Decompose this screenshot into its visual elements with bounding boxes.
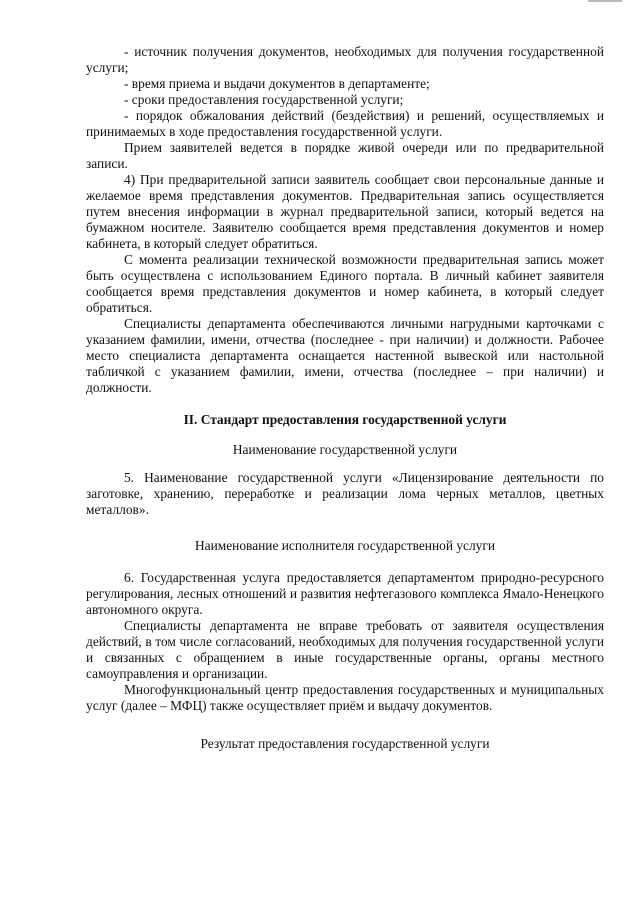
paragraph-unified-portal: С момента реализации технической возможности предварительная запись может быть осуществлена с использованием Единого портала. В личный кабинет заявителя сообщается время представления документов и номер кабинета, в который следует обратиться. (86, 252, 604, 315)
list-item-reception-time: - время приема и выдачи документов в департаменте; (124, 76, 430, 91)
subsection-title-service-result: Результат предоставления государственной услуги (200, 736, 490, 751)
paragraph-mfc: Многофункциональный центр предоставления государственных и муниципальных услуг (далее – МФЦ) также осуществляет приём и выдачу документов. (86, 682, 604, 713)
paragraph-service-name: 5. Наименование государственной услуги «Лицензирование деятельности по заготовке, хранению, переработке и реализации лома черных металлов, цветных металлов». (86, 470, 604, 517)
list-item-appeal-procedure: - порядок обжалования действий (бездействия) и решений, осуществляемых и принимаемых в ходе предоставления государственной услуги. (86, 108, 604, 139)
paragraph-specialist-cards: Специалисты департамента обеспечиваются личными нагрудными карточками с указанием фамилии, имени, отчества (последнее - при наличии) и должности. Рабочее место специалиста департамента оснащается настенной вывеской или настольной табличкой с указанием фамилии, имени, отчества (последнее – при наличии) и должности. (86, 316, 604, 395)
scan-edge-mark (588, 0, 622, 2)
section-title: II. Стандарт предоставления государственной услуги (183, 412, 507, 427)
paragraph-provider-department: 6. Государственная услуга предоставляется департаментом природно-ресурсного регулирования, лесных отношений и развития нефтегазового комплекса Ямало-Ненецкого автономного округа. (86, 570, 604, 617)
paragraph-preliminary-record: 4) При предварительной записи заявитель сообщает свои персональные данные и желаемое время представления документов. Предварительная запись осуществляется путем внесения информации в журнал предварительной записи, который ведется на бумажном носителе. Заявителю сообщается время представления документов и номер кабинета, в который следует обратиться. (86, 172, 604, 251)
paragraph-reception-order: Прием заявителей ведется в порядке живой очереди или по предварительной записи. (86, 140, 604, 171)
subsection-title-service-name: Наименование государственной услуги (232, 442, 458, 457)
paragraph-specialist-restrictions: Специалисты департамента не вправе требовать от заявителя осуществления действий, в том числе согласований, необходимых для получения государственной услуги и связанных с обращением в иные государственные органы, органы местного самоуправления и организации. (86, 618, 604, 681)
subsection-title-service-provider: Наименование исполнителя государственной услуги (194, 538, 496, 553)
list-item-service-terms: - сроки предоставления государственной услуги; (124, 92, 404, 107)
document-page (86, 44, 604, 752)
list-item-documents-source: - источник получения документов, необходимых для получения государственной услуги; (86, 44, 604, 75)
